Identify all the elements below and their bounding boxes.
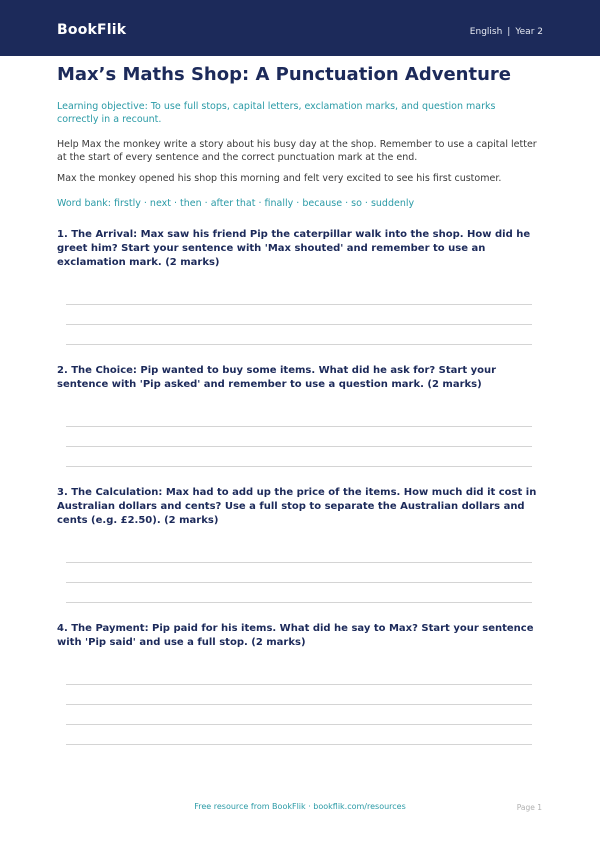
answer-line[interactable] (66, 324, 532, 325)
subject-label: English (469, 27, 503, 37)
answer-line[interactable] (66, 446, 532, 447)
answer-line[interactable] (66, 344, 532, 345)
page-header (0, 0, 600, 56)
story-opening: Max the monkey opened his shop this morning and felt very excited to see his first customer. (57, 173, 502, 184)
page-number: Page 1 (516, 803, 542, 812)
answer-line[interactable] (66, 602, 532, 603)
question-1: 1. The Arrival: Max saw his friend Pip the caterpillar walk into the shop. How did he greet him? Start your sentence with 'Max shouted' and remember to use an exclamation mark. (2 marks) (57, 229, 531, 268)
answer-line[interactable] (66, 562, 532, 563)
question-2: 2. The Choice: Pip wanted to buy some items. What did he ask for? Start your sentence with 'Pip asked' and remember to use a question mark. (2 marks) (57, 365, 497, 390)
question-3: 3. The Calculation: Max had to add up the price of the items. How much did it cost in Australian dollars and cents? Use a full stop to separate the Australian dollars and cents (e.g. £2.50). (2 marks) (57, 487, 537, 526)
answer-line[interactable] (66, 582, 532, 583)
answer-line[interactable] (66, 304, 532, 305)
answer-line[interactable] (66, 466, 532, 467)
brand-logo[interactable]: BookFlik (57, 22, 127, 38)
learning-objective: Learning objective: To use full stops, capital letters, exclamation marks, and question marks correctly in a recount. (57, 101, 496, 125)
answer-line[interactable] (66, 684, 532, 685)
answer-line[interactable] (66, 744, 532, 745)
year-label: Year 2 (515, 27, 543, 37)
answer-line[interactable] (66, 426, 532, 427)
instructions-text: Help Max the monkey write a story about his busy day at the shop. Remember to use a capital letter at the start of every sentence and the correct punctuation mark at the end. (57, 139, 537, 163)
word-bank: Word bank: firstly · next · then · after that · finally · because · so · suddenly (57, 198, 415, 209)
worksheet-title: Max’s Maths Shop: A Punctuation Adventure (57, 64, 511, 85)
answer-line[interactable] (66, 724, 532, 725)
answer-line[interactable] (66, 704, 532, 705)
footer-credit[interactable]: Free resource from BookFlik · bookflik.com/resources (194, 802, 406, 811)
question-4: 4. The Payment: Pip paid for his items. What did he say to Max? Start your sentence with 'Pip said' and use a full stop. (2 marks) (57, 623, 534, 648)
subject-year-label (470, 27, 543, 37)
subject-separator: | (507, 27, 511, 37)
